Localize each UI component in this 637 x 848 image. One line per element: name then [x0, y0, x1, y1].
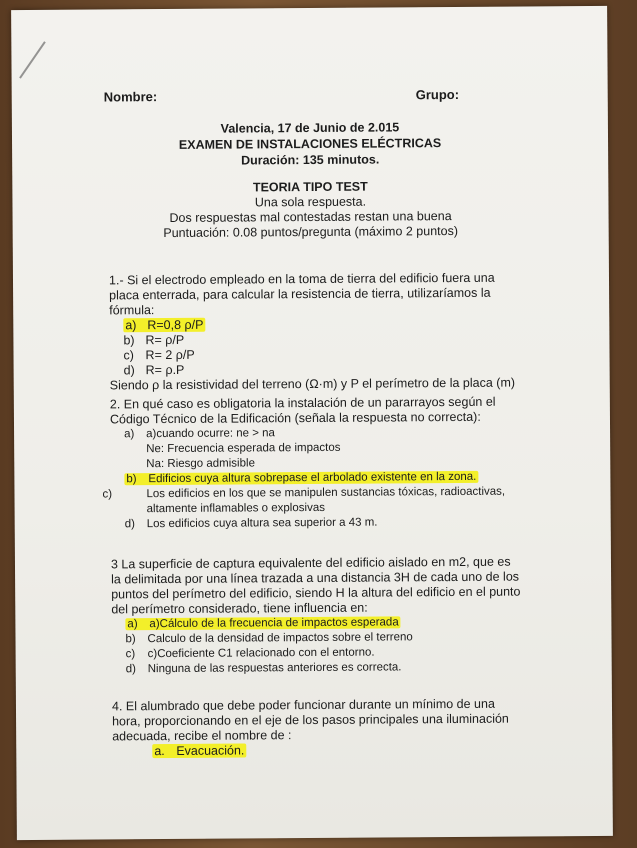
option-d: d) R= ρ.P	[123, 362, 185, 378]
option-c: c) R= 2 ρ/P	[123, 347, 195, 363]
question-text: 1.- Si el electrodo empleado en la toma de tierra del edificio fuera una placa enterrada, para calcular la resistencia de tierra, utilizaríamos la fórmula:	[108, 270, 495, 318]
question-text: 4. El alumbrado que debe poder funcionar durante un mínimo de una hora, proporcionando en el eje de los pasos principales una iluminación adecuada, recibe el nombre de :	[111, 696, 509, 744]
option-a-sub-ne: Ne: Frecuencia esperada de impactos	[146, 441, 341, 456]
option-c: c) c)Coeficiente C1 relacionado con el entorno.	[125, 646, 375, 661]
question-2	[102, 394, 521, 533]
option-b: b) R= ρ/P	[123, 332, 185, 348]
question-1	[109, 271, 520, 394]
option-a: a) a)cuando ocurre: ne > na	[124, 427, 275, 441]
option-a: a) a)Cálculo de la frecuencia de impactos esperada	[127, 616, 399, 631]
exam-duration: Duración: 135 minutos.	[240, 152, 380, 168]
option-a: a) R=0,8 ρ/P	[125, 317, 204, 333]
test-line-3: Puntuación: 0.08 puntos/pregunta (máximo 2 puntos)	[163, 223, 459, 241]
option-a-sub-na: Na: Riesgo admisible	[146, 457, 255, 471]
exam-title: EXAMEN DE INSTALACIONES ELÉCTRICAS	[178, 136, 442, 152]
question-text: 3 La superficie de captura equivalente del edificio aislado en m2, que es la delimitada por una línea trazada a una distancia 3H de cada uno de los puntos del perímetro del edificio, siendo H la altura del edificio en el punto del perímetro considerado, tiene influencia en:	[110, 554, 521, 617]
option-a: a. Evacuación.	[154, 743, 245, 759]
option-b: b) Calculo de la densidad de impactos sobre el terreno	[125, 631, 413, 646]
question-4	[112, 697, 522, 760]
test-line-2: Dos respuestas mal contestadas restan una buena	[169, 209, 452, 225]
test-title: TEORIA TIPO TEST	[252, 179, 368, 195]
option-d: d) Ninguna de las respuestas anteriores es correcta.	[125, 661, 402, 676]
option-c: c) Los edificios en los que se manipulen sustancias tóxicas, radioactivas, altamente inflamables o explosivas	[102, 485, 506, 516]
pen-mark	[19, 41, 46, 78]
question-text: 2. En qué caso es obligatoria la instalación de un pararrayos según el Código Técnico de la Edificación (señala la respuesta no correcta):	[109, 394, 496, 427]
question-footer: Siendo ρ la resistividad del terreno (Ω·m) y P el perímetro de la placa (m)	[109, 375, 516, 393]
option-b: b) Edificios cuya altura sobrepase el arbolado existente en la zona.	[126, 470, 477, 486]
option-d: d) Los edificios cuya altura sea superior a 43 m.	[124, 516, 378, 531]
exam-date: Valencia, 17 de Junio de 2.015	[220, 120, 400, 136]
question-3	[111, 555, 522, 678]
nombre-label: Nombre:	[103, 89, 158, 105]
test-line-1: Una sola respuesta.	[254, 194, 367, 210]
grupo-label: Grupo:	[415, 86, 460, 103]
exam-sheet	[11, 6, 613, 840]
